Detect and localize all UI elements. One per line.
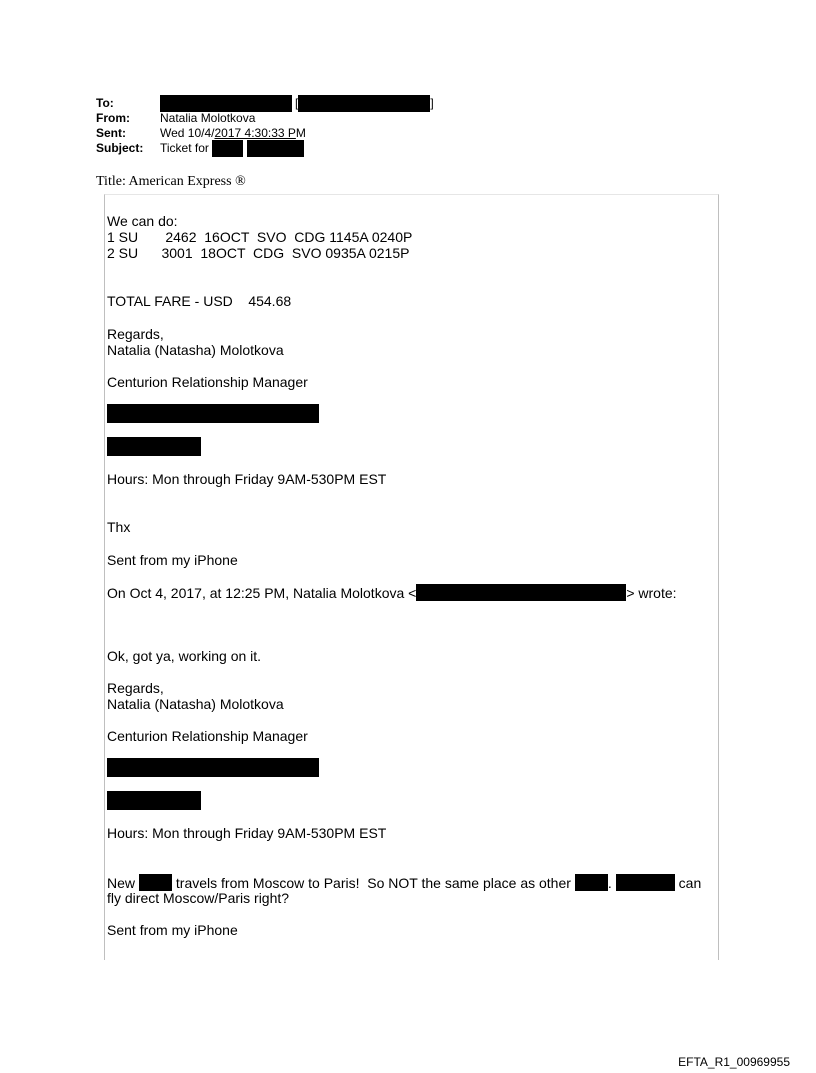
- redaction-block: [139, 874, 172, 891]
- sent-from-iphone-1: Sent from my iPhone: [107, 552, 238, 568]
- from-label: From:: [96, 111, 130, 125]
- hours-2: Hours: Mon through Friday 9AM-530PM EST: [107, 825, 387, 841]
- title-line: Title: American Express ®: [96, 174, 246, 189]
- thx-line: Thx: [107, 519, 131, 535]
- subject-value: Ticket for: [160, 141, 209, 155]
- from-value: Natalia Molotkova: [160, 111, 256, 125]
- to-bracket-close: ]: [430, 96, 434, 110]
- new-line: [107, 874, 701, 891]
- signature-role-2: Centurion Relationship Manager: [107, 728, 308, 744]
- redaction-block: [575, 874, 608, 891]
- document-id: EFTA_R1_00969955: [678, 1055, 790, 1069]
- flight-line-1: 1 SU 2462 16OCT SVO CDG 1145A 0240P: [107, 229, 413, 245]
- to-label: To:: [96, 96, 114, 110]
- redaction-block: [107, 437, 201, 456]
- email-header: [96, 96, 434, 156]
- sent-value-underlined: 2017 4:30:33 P: [214, 126, 296, 140]
- sent-label: Sent:: [96, 126, 126, 140]
- new-can: can: [674, 874, 702, 891]
- new-prefix: New: [107, 874, 136, 891]
- redaction-block: [107, 791, 201, 810]
- sent-value-tail: M: [295, 126, 306, 140]
- regards-1: Regards,: [107, 326, 164, 342]
- signature-name-1: Natalia (Natasha) Molotkova: [107, 342, 284, 358]
- body-we-can-do: We can do:: [107, 213, 178, 229]
- ok-line: Ok, got ya, working on it.: [107, 648, 262, 664]
- signature-name-2: Natalia (Natasha) Molotkova: [107, 696, 284, 712]
- to-bracket-open: [: [295, 96, 299, 110]
- redaction-block: [247, 140, 304, 157]
- sent-row: [96, 126, 434, 141]
- regards-2: Regards,: [107, 680, 164, 696]
- flight-line-2: 2 SU 3001 18OCT CDG SVO 0935A 0215P: [107, 245, 410, 261]
- sent-from-iphone-2: Sent from my iPhone: [107, 922, 238, 938]
- on-date-suffix: > wrote:: [626, 584, 677, 601]
- redaction-block: [160, 95, 292, 112]
- hours-1: Hours: Mon through Friday 9AM-530PM EST: [107, 471, 387, 487]
- on-date-prefix: On Oct 4, 2017, at 12:25 PM, Natalia Molotkova <: [107, 584, 417, 601]
- sent-value-plain: Wed 10/4/: [160, 126, 215, 140]
- subject-label: Subject:: [96, 141, 144, 155]
- redaction-block: [212, 140, 243, 157]
- to-row: [96, 96, 434, 111]
- new-middle: travels from Moscow to Paris! So NOT the same place as other: [172, 874, 571, 891]
- redaction-block: [416, 584, 626, 601]
- new-dot: .: [607, 874, 612, 891]
- redaction-block: [107, 758, 319, 777]
- total-fare: TOTAL FARE - USD 454.68: [107, 293, 292, 309]
- from-row: [96, 111, 434, 126]
- fly-direct-line: fly direct Moscow/Paris right?: [107, 890, 290, 906]
- on-date-line: [107, 584, 677, 601]
- signature-role-1: Centurion Relationship Manager: [107, 374, 308, 390]
- redaction-block: [616, 874, 675, 891]
- subject-row: [96, 141, 434, 156]
- redaction-block: [107, 404, 319, 423]
- redaction-block: [298, 95, 430, 112]
